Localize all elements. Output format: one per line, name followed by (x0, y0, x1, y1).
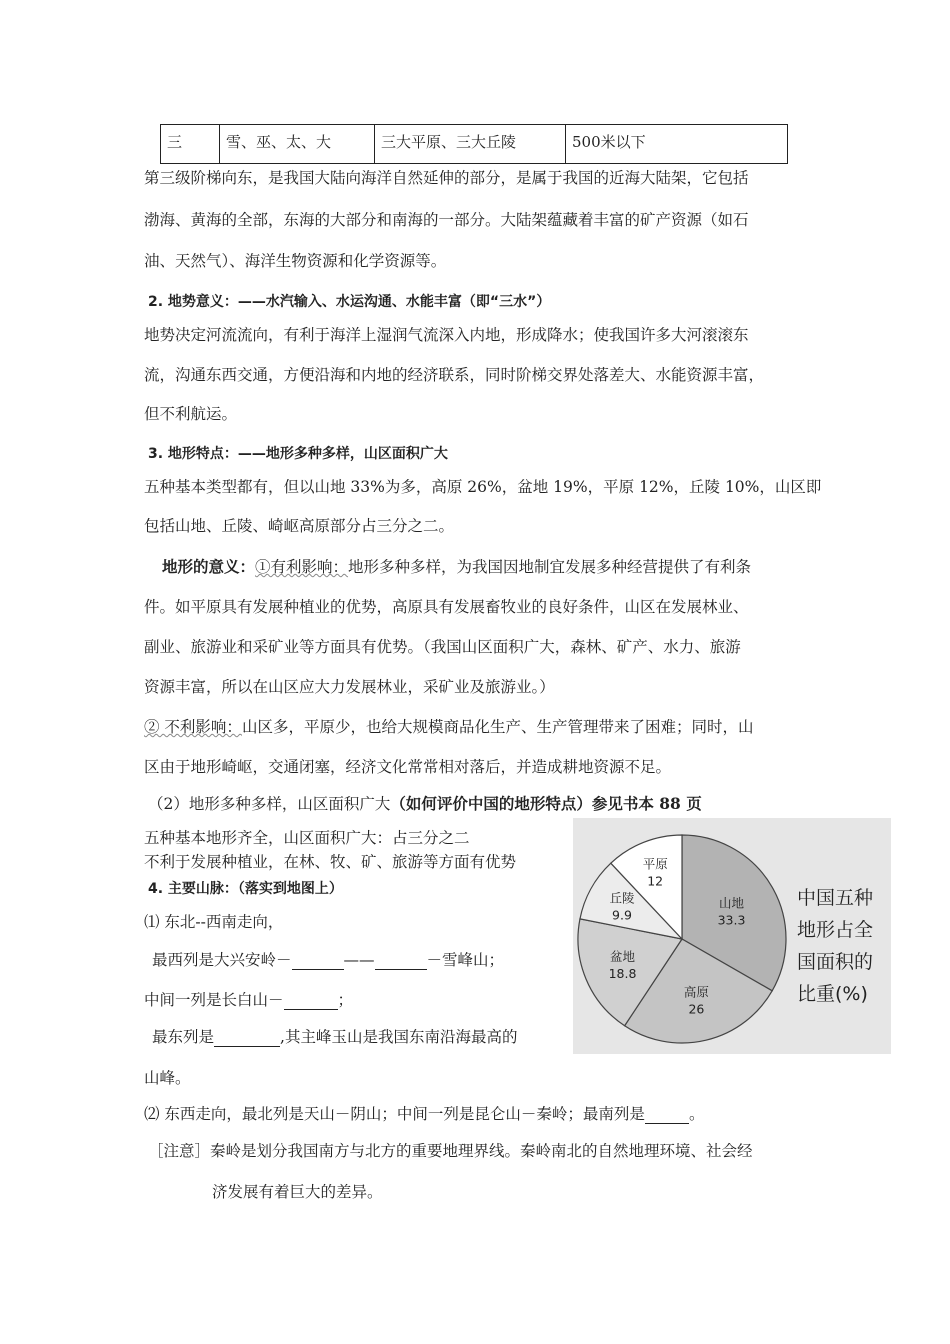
pie-slice-value: 18.8 (608, 965, 637, 981)
pie-chart (573, 818, 891, 1054)
paragraph-line: ⑴ 东北--西南走向， (144, 913, 284, 931)
text-unfavorable: 山区多，平原少，也给大规模商品化生产、生产管理带来了困难；同时，山 (241, 718, 754, 736)
fill-blank-line (144, 990, 353, 1010)
paragraph-line: 资源丰富，所以在山区应大力发展林业，采矿业及旅游业。） (144, 678, 555, 696)
text-segment: －雪峰山； (426, 951, 505, 969)
note-line: 济发展有着巨大的差异。 (212, 1183, 383, 1201)
subheading-prefix: （2）地形多种多样，山区面积广大 (148, 795, 391, 813)
pie-slice-label: 山地 (718, 895, 745, 911)
pie-slice-value: 33.3 (717, 912, 746, 928)
table-row (161, 125, 788, 164)
paragraph-line: 山峰。 (144, 1069, 191, 1087)
pie-slice-value: 12 (647, 873, 664, 889)
section-heading: 2. 地势意义：——水汽输入、水运沟通、水能丰富（即“三水”） (148, 294, 551, 310)
text-segment: 最东列是 (152, 1028, 215, 1046)
subheading (148, 794, 702, 814)
chart-caption-line: 地形占全 (797, 919, 874, 941)
answer-blank[interactable] (375, 953, 427, 970)
chart-caption-line: 中国五种 (797, 887, 874, 909)
pie-slice-label: 丘陵 (609, 890, 635, 906)
paragraph-line: 五种基本地形齐全，山区面积广大：占三分之二 (144, 829, 470, 847)
subheading-bold: （如何评价中国的地形特点）参见书本 88 页 (390, 794, 702, 813)
note-line: ［注意］秦岭是划分我国南方与北方的重要地理界线。秦岭南北的自然地理环境、社会经 (148, 1142, 753, 1160)
paragraph-line: 但不利航运。 (144, 405, 238, 423)
table-cell: 三 (161, 125, 220, 164)
text-segment: ⑵ 东西走向，最北列是天山－阴山；中间一列是昆仑山－秦岭；最南列是 (144, 1105, 645, 1123)
paragraph-line: 地势决定河流流向，有利于海洋上湿润气流深入内地，形成降水；使我国许多大河滚滚东 (144, 326, 749, 344)
paragraph-line: 渤海、黄海的全部，东海的大部分和南海的一部分。大陆架蕴藏着丰富的矿产资源（如石 (144, 211, 749, 229)
pie-slice-value: 26 (688, 1001, 705, 1017)
steps-table (160, 124, 788, 164)
paragraph-line: 区由于地形崎岖，交通闭塞，经济文化常常相对落后，并造成耕地资源不足。 (144, 758, 672, 776)
paragraph-line: 第三级阶梯向东，是我国大陆向海洋自然延伸的部分，是属于我国的近海大陆架，它包括 (144, 169, 749, 187)
pie-slice-label: 平原 (642, 856, 668, 872)
text-favorable: 地形多种多样，为我国因地制宜发展多种经营提供了有利条 (348, 558, 752, 576)
paragraph-line: 五种基本类型都有，但以山地 33%为多，高原 26%，盆地 19%，平原 12%，丘陵 10%，山区即 (144, 478, 822, 496)
table-cell: 500米以下 (566, 125, 788, 164)
text-segment: ； (337, 991, 354, 1009)
label-meaning: 地形的意义： (162, 557, 256, 576)
chart-caption-line: 比重(%) (797, 983, 868, 1005)
pie-slice-label: 高原 (683, 984, 709, 1000)
pie-slice-value: 9.9 (612, 907, 632, 923)
pie-chart-figure (573, 818, 891, 1054)
text-segment: —— (343, 951, 375, 969)
answer-blank[interactable] (214, 1030, 280, 1047)
paragraph-line: 件。如平原具有发展种植业的优势，高原具有发展畜牧业的良好条件，山区在发展林业、 (144, 598, 749, 616)
section-heading: 4. 主要山脉：（落实到地图上） (148, 881, 343, 897)
label-unfavorable: ② 不利影响： (144, 718, 242, 736)
text-segment: 中间一列是长白山－ (144, 991, 284, 1009)
paragraph-line: 副业、旅游业和采矿业等方面具有优势。（我国山区面积广大，森林、矿产、水力、旅游 (144, 638, 741, 656)
paragraph-line: 流，沟通东西交通，方便沿海和内地的经济联系，同时阶梯交界处落差大、水能资源丰富， (144, 366, 765, 384)
table-cell: 雪、巫、太、大 (220, 125, 375, 164)
label-favorable: ①有利影响： (255, 558, 349, 576)
table-cell: 三大平原、三大丘陵 (375, 125, 566, 164)
section-heading: 3. 地形特点：——地形多种多样，山区面积广大 (148, 446, 448, 462)
chart-caption-line: 国面积的 (797, 951, 874, 973)
paragraph-line (162, 557, 751, 577)
fill-blank-line (152, 1027, 517, 1047)
answer-blank[interactable] (284, 993, 338, 1010)
paragraph-line: 包括山地、丘陵、崎岖高原部分占三分之二。 (144, 517, 455, 535)
fill-blank-line (152, 950, 504, 970)
answer-blank[interactable] (292, 953, 344, 970)
text-segment: 最西列是大兴安岭－ (152, 951, 292, 969)
paragraph-line: 不利于发展种植业，在林、牧、矿、旅游等方面有优势 (144, 853, 517, 871)
pie-slice-label: 盆地 (609, 948, 636, 964)
text-segment: 。 (688, 1105, 705, 1123)
text-segment: ,其主峰玉山是我国东南沿海最高的 (280, 1028, 518, 1046)
answer-blank[interactable] (645, 1107, 689, 1124)
fill-blank-line (144, 1104, 704, 1124)
paragraph-line: 油、天然气）、海洋生物资源和化学资源等。 (144, 252, 447, 270)
paragraph-line (144, 717, 753, 737)
